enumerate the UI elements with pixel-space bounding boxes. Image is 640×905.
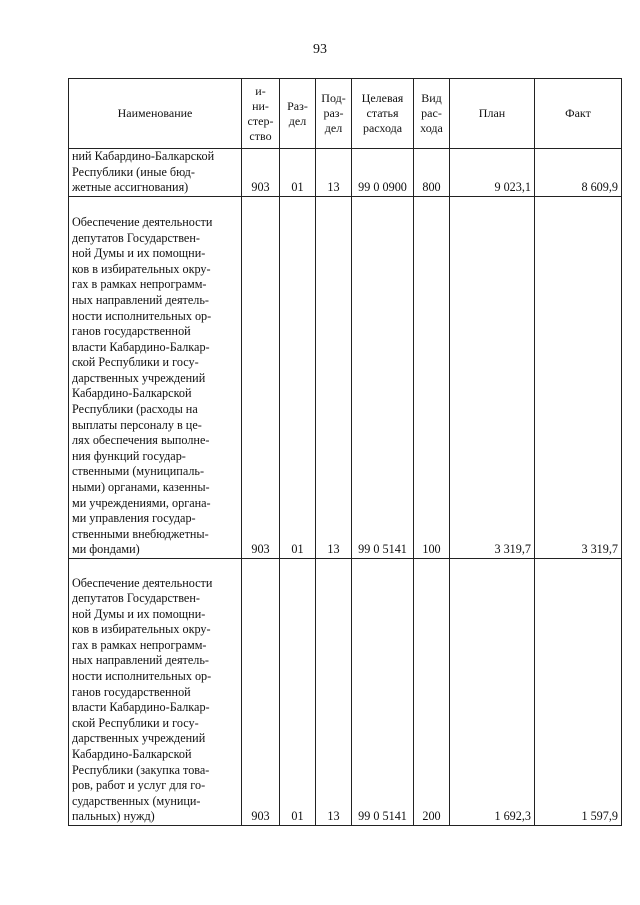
row-subsection: 13 <box>316 149 352 197</box>
row-name: ний Кабардино-Балкарской Республики (иные бюд- жетные ассигнования) <box>69 149 242 197</box>
budget-table <box>68 78 622 826</box>
row-ministry: 903 <box>242 149 280 197</box>
row-section: 01 <box>280 149 316 197</box>
row-subsection: 13 <box>316 559 352 826</box>
row-name: Обеспечение деятельности депутатов Государствен- ной Думы и их помощни- ков в избирательных окру- гах в рамках непрограмм- ных направлений деятель- ности исполнительных ор- ганов государственной власти Кабардино-Балкар- ской Республики и госу- дарственных учреждений Кабардино-Балкарской Республики (расходы на выплаты персоналу в це- лях обеспечения выполне- ния функций государ- ственными (муниципаль- ными) органами, казенны- ми учреждениями, органа- ми управления государ- ственными внебюджетны- ми фондами) <box>69 197 242 559</box>
row-fact: 1 597,9 <box>535 559 622 826</box>
row-section: 01 <box>280 197 316 559</box>
header-section: Раз- дел <box>280 79 316 149</box>
row-plan: 1 692,3 <box>450 559 535 826</box>
header-plan: План <box>450 79 535 149</box>
table-header-row <box>69 79 622 149</box>
header-fact: Факт <box>535 79 622 149</box>
row-name: Обеспечение деятельности депутатов Государствен- ной Думы и их помощни- ков в избирательных окру- гах в рамках непрограмм- ных направлений деятель- ности исполнительных ор- ганов государственной власти Кабардино-Балкар- ской Республики и госу- дарственных учреждений Кабардино-Балкарской Республики (закупка това- ров, работ и услуг для го- сударственных (муници- пальных) нужд) <box>69 559 242 826</box>
row-fact: 3 319,7 <box>535 197 622 559</box>
row-target-item: 99 0 5141 <box>352 559 414 826</box>
row-plan: 3 319,7 <box>450 197 535 559</box>
header-expense-type: Вид рас- хода <box>414 79 450 149</box>
row-target-item: 99 0 5141 <box>352 197 414 559</box>
row-expense-type: 200 <box>414 559 450 826</box>
table-row <box>69 149 622 197</box>
header-ministry: и- ни- стер- ство <box>242 79 280 149</box>
row-ministry: 903 <box>242 559 280 826</box>
table-row <box>69 559 622 826</box>
row-fact: 8 609,9 <box>535 149 622 197</box>
page-number: 93 <box>313 42 327 57</box>
row-section: 01 <box>280 559 316 826</box>
row-ministry: 903 <box>242 197 280 559</box>
header-subsection: Под- раз- дел <box>316 79 352 149</box>
row-subsection: 13 <box>316 197 352 559</box>
header-target-item: Целевая статья расхода <box>352 79 414 149</box>
row-plan: 9 023,1 <box>450 149 535 197</box>
table-row <box>69 197 622 559</box>
row-expense-type: 800 <box>414 149 450 197</box>
row-expense-type: 100 <box>414 197 450 559</box>
row-target-item: 99 0 0900 <box>352 149 414 197</box>
header-name: Наименование <box>69 79 242 149</box>
